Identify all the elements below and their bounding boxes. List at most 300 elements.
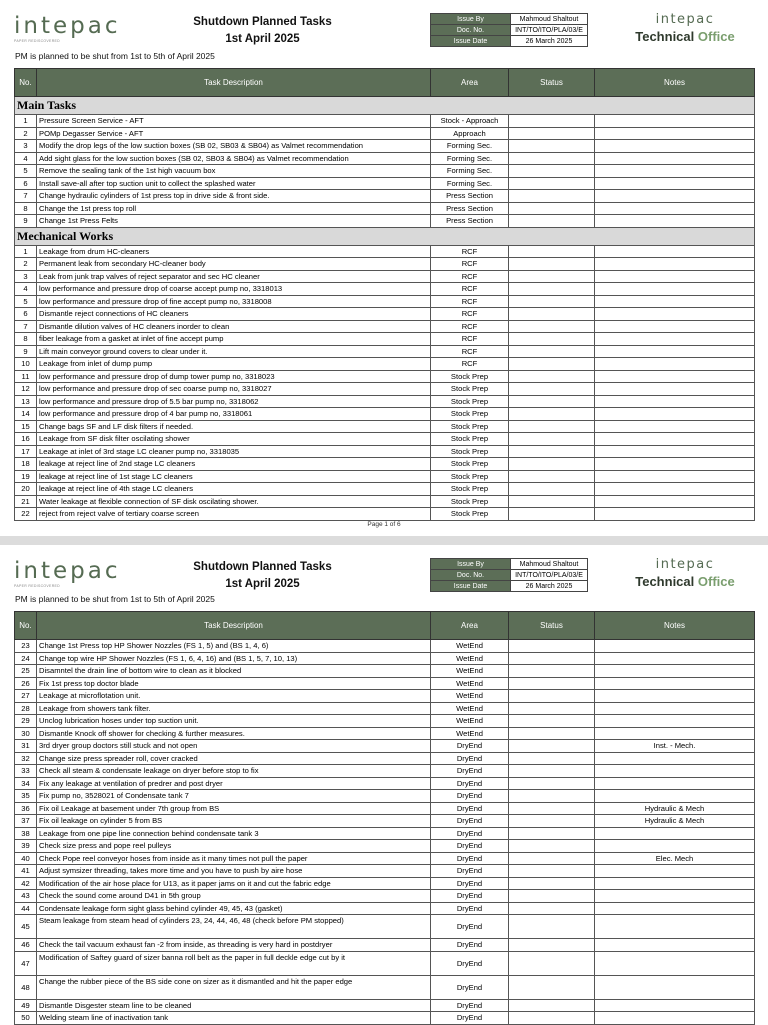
right-logo-wordmark: intepac (655, 557, 715, 572)
task-notes (595, 999, 755, 1012)
task-description: Leak from junk trap valves of reject separator and sec HC cleaner (37, 270, 431, 283)
task-status (509, 852, 595, 865)
task-notes (595, 190, 755, 203)
page-break (0, 536, 768, 545)
task-notes (595, 165, 755, 178)
task-area: Press Section (431, 215, 509, 228)
task-number: 2 (15, 258, 37, 271)
task-description: Install save-all after top suction unit to collect the splashed water (37, 177, 431, 190)
task-description: reject from reject valve of tertiary coarse screen (37, 508, 431, 521)
task-status (509, 345, 595, 358)
task-description: Change size press spreader roll, cover cracked (37, 752, 431, 765)
task-number: 40 (15, 852, 37, 865)
pm-shutdown-note: PM is planned to be shut from 1st to 5th of April 2025 (15, 594, 215, 604)
task-notes (595, 115, 755, 128)
task-area: Stock Prep (431, 408, 509, 421)
task-notes (595, 283, 755, 296)
task-status (509, 408, 595, 421)
task-number: 39 (15, 840, 37, 853)
task-area: RCF (431, 358, 509, 371)
task-row (15, 370, 755, 383)
task-status (509, 190, 595, 203)
logo-tagline: PAPER REDISCOVERED (14, 584, 60, 588)
task-area: DryEnd (431, 939, 509, 952)
section-header-row (15, 227, 755, 245)
task-status (509, 827, 595, 840)
task-description: Leakage at inlet of 3rd stage LC cleaner pump no, 3318035 (37, 445, 431, 458)
task-status (509, 815, 595, 828)
tasks-table-page-2 (14, 611, 755, 1025)
task-row (15, 727, 755, 740)
task-area: DryEnd (431, 765, 509, 778)
task-number: 3 (15, 140, 37, 153)
task-status (509, 215, 595, 228)
task-number: 2 (15, 127, 37, 140)
task-description: low performance and pressure drop of coarse accept pump no, 3318013 (37, 283, 431, 296)
document-info-table (430, 558, 588, 592)
task-row (15, 308, 755, 321)
task-area: Forming Sec. (431, 177, 509, 190)
task-area: Stock Prep (431, 470, 509, 483)
task-description: Check Pope reel conveyor hoses from inside as it many times not pull the paper (37, 852, 431, 865)
task-row (15, 702, 755, 715)
task-description: Water leakage at flexible connection of SF disk oscilating shower. (37, 495, 431, 508)
task-number: 11 (15, 370, 37, 383)
task-area: Stock Prep (431, 483, 509, 496)
task-notes (595, 890, 755, 903)
task-description: Change bags SF and LF disk filters if needed. (37, 420, 431, 433)
task-notes (595, 690, 755, 703)
task-notes (595, 939, 755, 952)
task-area: DryEnd (431, 915, 509, 939)
task-number: 8 (15, 333, 37, 346)
task-row (15, 383, 755, 396)
task-number: 6 (15, 308, 37, 321)
task-status (509, 202, 595, 215)
task-area: RCF (431, 258, 509, 271)
task-description: leakage at reject line of 2nd stage LC cleaners (37, 458, 431, 471)
task-area: Forming Sec. (431, 140, 509, 153)
doc-no-value: INT/TO/ITO/PLA/03/E (511, 25, 588, 36)
task-description: low performance and pressure drop of 5.5 bar pump no, 3318062 (37, 395, 431, 408)
task-description: Modification of Saftey guard of sizer banna roll belt as the paper in full deckle edge cut by it (37, 951, 431, 975)
task-description: Change the 1st press top roll (37, 202, 431, 215)
task-area: Approach (431, 127, 509, 140)
task-status (509, 840, 595, 853)
task-number: 45 (15, 915, 37, 939)
task-status (509, 295, 595, 308)
table-header-row (15, 612, 755, 640)
task-row (15, 345, 755, 358)
task-row (15, 395, 755, 408)
task-notes (595, 295, 755, 308)
task-status (509, 308, 595, 321)
task-area: DryEnd (431, 865, 509, 878)
task-number: 23 (15, 640, 37, 653)
task-row (15, 999, 755, 1012)
task-notes (595, 445, 755, 458)
task-status (509, 177, 595, 190)
task-area: Forming Sec. (431, 152, 509, 165)
task-notes (595, 777, 755, 790)
task-status (509, 245, 595, 258)
task-row (15, 890, 755, 903)
task-area: DryEnd (431, 1012, 509, 1025)
task-status (509, 333, 595, 346)
task-number: 7 (15, 190, 37, 203)
task-notes (595, 975, 755, 999)
task-number: 47 (15, 951, 37, 975)
task-notes (595, 383, 755, 396)
col-header-area: Area (431, 69, 509, 97)
task-number: 41 (15, 865, 37, 878)
task-status (509, 727, 595, 740)
technical-office-text (628, 574, 742, 589)
task-area: Stock Prep (431, 395, 509, 408)
task-area: Stock Prep (431, 458, 509, 471)
task-row (15, 470, 755, 483)
task-area: RCF (431, 245, 509, 258)
task-area: Stock Prep (431, 495, 509, 508)
task-notes (595, 433, 755, 446)
task-number: 19 (15, 470, 37, 483)
col-header-no: No. (15, 612, 37, 640)
task-number: 44 (15, 902, 37, 915)
task-status (509, 458, 595, 471)
task-number: 38 (15, 827, 37, 840)
task-notes: Elec. Mech (595, 852, 755, 865)
title-line-2: 1st April 2025 (225, 578, 300, 590)
task-status (509, 665, 595, 678)
task-row (15, 640, 755, 653)
task-status (509, 258, 595, 271)
task-area: DryEnd (431, 790, 509, 803)
task-row (15, 677, 755, 690)
task-row (15, 140, 755, 153)
task-status (509, 483, 595, 496)
task-description: Pressure Screen Service - AFT (37, 115, 431, 128)
task-description: low performance and pressure drop of dump tower pump no, 3318023 (37, 370, 431, 383)
task-area: DryEnd (431, 752, 509, 765)
task-number: 5 (15, 295, 37, 308)
doc-no-value: INT/TO/ITO/PLA/03/E (511, 570, 588, 581)
task-row (15, 1012, 755, 1025)
title-line-1: Shutdown Planned Tasks (193, 561, 332, 573)
task-number: 4 (15, 283, 37, 296)
task-notes (595, 902, 755, 915)
task-area: DryEnd (431, 840, 509, 853)
task-notes (595, 640, 755, 653)
task-description: Change 1st Press Felts (37, 215, 431, 228)
col-header-status: Status (509, 612, 595, 640)
logo-tagline: PAPER REDISCOVERED (14, 39, 60, 43)
task-area: WetEnd (431, 640, 509, 653)
task-notes (595, 727, 755, 740)
task-notes (595, 215, 755, 228)
task-notes (595, 420, 755, 433)
task-number: 43 (15, 890, 37, 903)
task-description: Leakage from showers tank filter. (37, 702, 431, 715)
task-description: Dismantle Disgester steam line to be cleaned (37, 999, 431, 1012)
col-header-task-description: Task Description (37, 69, 431, 97)
task-row (15, 295, 755, 308)
task-row (15, 215, 755, 228)
task-status (509, 652, 595, 665)
technical-office-logo (628, 12, 742, 44)
task-notes (595, 715, 755, 728)
technical-word: Technical (635, 29, 695, 44)
task-number: 31 (15, 740, 37, 753)
task-row (15, 802, 755, 815)
task-notes (595, 127, 755, 140)
task-number: 9 (15, 345, 37, 358)
issue-date-label: Issue Date (431, 581, 511, 592)
tasks-table-page-1 (14, 68, 755, 521)
task-area: DryEnd (431, 877, 509, 890)
task-number: 10 (15, 358, 37, 371)
technical-office-logo (628, 557, 742, 589)
task-row (15, 715, 755, 728)
task-status (509, 1012, 595, 1025)
logo-wordmark: intepac (14, 13, 121, 39)
task-description: fiber leakage from a gasket at inlet of fine accept pump (37, 333, 431, 346)
task-area: RCF (431, 308, 509, 321)
task-row (15, 483, 755, 496)
task-description: Lift main conveyor ground covers to clear under it. (37, 345, 431, 358)
task-notes (595, 508, 755, 521)
task-number: 1 (15, 245, 37, 258)
task-status (509, 702, 595, 715)
task-number: 24 (15, 652, 37, 665)
task-description: Adjust symsizer threading, takes more time and you have to push by aire hose (37, 865, 431, 878)
issue-date-label: Issue Date (431, 36, 511, 47)
task-number: 5 (15, 165, 37, 178)
task-area: DryEnd (431, 902, 509, 915)
task-status (509, 283, 595, 296)
task-number: 20 (15, 483, 37, 496)
task-number: 13 (15, 395, 37, 408)
task-status (509, 740, 595, 753)
task-number: 49 (15, 999, 37, 1012)
task-notes (595, 790, 755, 803)
task-number: 3 (15, 270, 37, 283)
task-status (509, 508, 595, 521)
task-description: Dismantle dilution valves of HC cleaners inorder to clean (37, 320, 431, 333)
task-area: RCF (431, 270, 509, 283)
issue-by-label: Issue By (431, 559, 511, 570)
task-area: WetEnd (431, 727, 509, 740)
document-title (150, 559, 375, 593)
task-area: DryEnd (431, 815, 509, 828)
task-description: Add sight glass for the low suction boxes (SB 02, SB03 & SB04) as Valmet recommendation (37, 152, 431, 165)
task-row (15, 320, 755, 333)
task-area: Stock Prep (431, 370, 509, 383)
issue-by-value: Mahmoud Shaltout (511, 14, 588, 25)
task-description: Dismantle reject connections of HC cleaners (37, 308, 431, 321)
task-area: DryEnd (431, 827, 509, 840)
task-status (509, 677, 595, 690)
title-line-1: Shutdown Planned Tasks (193, 16, 332, 28)
section-title: Mechanical Works (15, 227, 755, 245)
task-description: Welding steam line of inactivation tank (37, 1012, 431, 1025)
task-status (509, 777, 595, 790)
task-area: Stock Prep (431, 508, 509, 521)
task-description: Modify the drop legs of the low suction boxes (SB 02, SB03 & SB04) as Valmet recommendation (37, 140, 431, 153)
task-area: Stock Prep (431, 445, 509, 458)
task-description: Fix 1st press top doctor blade (37, 677, 431, 690)
task-description: Change 1st Press top HP Shower Nozzles (FS 1, 5) and (BS 1, 4, 6) (37, 640, 431, 653)
task-area: DryEnd (431, 802, 509, 815)
task-status (509, 395, 595, 408)
task-description: Fix oil leakage on cylinder 5 from BS (37, 815, 431, 828)
task-row (15, 283, 755, 296)
task-description: Check the tail vacuum exhaust fan -2 from inside, as threading is very hard in postdryer (37, 939, 431, 952)
task-status (509, 865, 595, 878)
task-description: Disamntel the drain line of bottom wire to clean as it blocked (37, 665, 431, 678)
task-row (15, 127, 755, 140)
issue-by-value: Mahmoud Shaltout (511, 559, 588, 570)
task-description: Leakage from SF disk filter oscilating shower (37, 433, 431, 446)
task-area: DryEnd (431, 999, 509, 1012)
task-description: low performance and pressure drop of fine accept pump no, 3318008 (37, 295, 431, 308)
task-row (15, 258, 755, 271)
task-status (509, 140, 595, 153)
task-area: Press Section (431, 190, 509, 203)
task-row (15, 333, 755, 346)
task-row (15, 115, 755, 128)
task-number: 16 (15, 433, 37, 446)
task-description: Check all steam & condensate leakage on dryer before stop to fix (37, 765, 431, 778)
task-row (15, 202, 755, 215)
task-status (509, 765, 595, 778)
task-description: Change hydraulic cylinders of 1st press top in drive side & front side. (37, 190, 431, 203)
task-notes (595, 677, 755, 690)
task-number: 4 (15, 152, 37, 165)
task-notes (595, 665, 755, 678)
task-description: low performance and pressure drop of 4 bar pump no, 3318061 (37, 408, 431, 421)
col-header-notes: Notes (595, 612, 755, 640)
task-row (15, 740, 755, 753)
task-number: 37 (15, 815, 37, 828)
task-row (15, 270, 755, 283)
task-area: RCF (431, 283, 509, 296)
task-number: 7 (15, 320, 37, 333)
task-description: Condensate leakage form sight glass behind cylinder 49, 45, 43 (gasket) (37, 902, 431, 915)
task-notes (595, 308, 755, 321)
task-status (509, 690, 595, 703)
task-notes (595, 951, 755, 975)
task-notes (595, 202, 755, 215)
task-status (509, 470, 595, 483)
intepac-logo (14, 14, 122, 43)
task-notes (595, 915, 755, 939)
task-notes (595, 408, 755, 421)
task-row (15, 458, 755, 471)
task-notes (595, 877, 755, 890)
task-area: Stock - Approach (431, 115, 509, 128)
task-status (509, 320, 595, 333)
right-logo-wordmark: intepac (655, 12, 715, 27)
office-word: Office (697, 574, 735, 589)
task-status (509, 358, 595, 371)
task-row (15, 975, 755, 999)
task-description: Steam leakage from steam head of cylinders 23, 24, 44, 46, 48 (check before PM stopped) (37, 915, 431, 939)
task-number: 36 (15, 802, 37, 815)
task-row (15, 915, 755, 939)
task-area: Stock Prep (431, 383, 509, 396)
task-description: Leakage from drum HC-cleaners (37, 245, 431, 258)
task-description: Unclog lubrication hoses under top suction unit. (37, 715, 431, 728)
task-row (15, 665, 755, 678)
pm-shutdown-note: PM is planned to be shut from 1st to 5th of April 2025 (15, 51, 215, 61)
task-row (15, 852, 755, 865)
task-row (15, 765, 755, 778)
task-notes (595, 702, 755, 715)
logo-wordmark: intepac (14, 558, 121, 584)
task-number: 32 (15, 752, 37, 765)
task-number: 1 (15, 115, 37, 128)
col-header-notes: Notes (595, 69, 755, 97)
task-status (509, 495, 595, 508)
task-row (15, 408, 755, 421)
task-description: Leakage from one pipe line connection behind condensate tank 3 (37, 827, 431, 840)
task-area: WetEnd (431, 702, 509, 715)
task-row (15, 840, 755, 853)
task-number: 48 (15, 975, 37, 999)
doc-no-label: Doc. No. (431, 570, 511, 581)
task-number: 17 (15, 445, 37, 458)
task-number: 6 (15, 177, 37, 190)
task-area: WetEnd (431, 690, 509, 703)
task-area: Stock Prep (431, 420, 509, 433)
task-row (15, 190, 755, 203)
task-notes (595, 140, 755, 153)
task-number: 15 (15, 420, 37, 433)
task-status (509, 790, 595, 803)
task-notes: Hydraulic & Mech (595, 815, 755, 828)
task-row (15, 939, 755, 952)
task-status (509, 115, 595, 128)
task-row (15, 951, 755, 975)
task-number: 8 (15, 202, 37, 215)
task-row (15, 865, 755, 878)
task-row (15, 827, 755, 840)
task-area: WetEnd (431, 715, 509, 728)
task-status (509, 999, 595, 1012)
task-notes (595, 827, 755, 840)
task-area: RCF (431, 333, 509, 346)
table-header-row (15, 69, 755, 97)
task-area: Forming Sec. (431, 165, 509, 178)
task-number: 33 (15, 765, 37, 778)
task-row (15, 245, 755, 258)
task-status (509, 370, 595, 383)
page-footer: Page 1 of 6 (367, 521, 401, 528)
task-number: 22 (15, 508, 37, 521)
task-description: Dismantle Knock off shower for checking & further measures. (37, 727, 431, 740)
task-row (15, 495, 755, 508)
task-status (509, 902, 595, 915)
task-description: Remove the sealing tank of the 1st high vacuum box (37, 165, 431, 178)
task-row (15, 877, 755, 890)
task-row (15, 445, 755, 458)
task-notes (595, 458, 755, 471)
task-notes (595, 752, 755, 765)
doc-no-label: Doc. No. (431, 25, 511, 36)
task-notes (595, 395, 755, 408)
task-number: 12 (15, 383, 37, 396)
task-description: Check the sound come around D41 in 5th group (37, 890, 431, 903)
